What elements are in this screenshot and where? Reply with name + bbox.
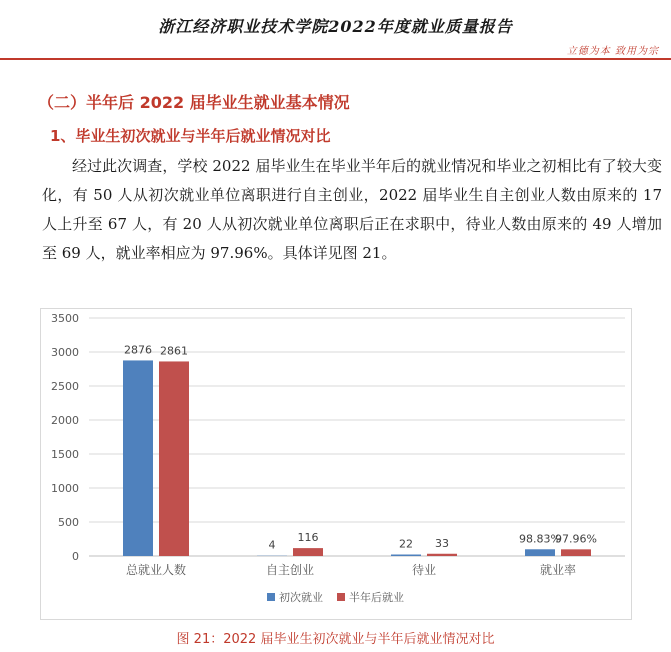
- chart-frame: [40, 308, 632, 620]
- header-divider: [0, 58, 671, 60]
- data-label: 33: [435, 536, 449, 550]
- legend-swatch: [337, 593, 345, 601]
- y-tick-label: 1500: [51, 448, 79, 461]
- data-label: 98.83%: [519, 532, 561, 546]
- bar-half-year: [159, 361, 189, 556]
- y-tick-label: 2000: [51, 414, 79, 427]
- y-tick-label: 1000: [51, 482, 79, 495]
- data-label: 4: [268, 538, 276, 552]
- report-motto: 立德为本 致用为宗: [566, 46, 659, 57]
- y-tick-label: 3500: [51, 312, 79, 325]
- y-tick-label: 2500: [51, 380, 79, 393]
- data-label: 2876: [124, 343, 152, 357]
- bar-initial: [123, 360, 153, 556]
- legend-label: 半年后就业: [349, 591, 404, 604]
- category-label: 就业率: [539, 563, 577, 577]
- subsection-heading: 1、毕业生初次就业与半年后就业情况对比: [50, 127, 331, 145]
- employment-comparison-chart: [41, 309, 631, 619]
- bar-initial: [525, 549, 555, 556]
- category-label: 自主创业: [265, 563, 315, 577]
- figure-caption: 图 21：2022 届毕业生初次就业与半年后就业情况对比: [176, 632, 495, 647]
- legend-label: 初次就业: [279, 591, 323, 604]
- bar-initial: [391, 555, 421, 556]
- y-tick-label: 3000: [51, 346, 79, 359]
- y-tick-label: 0: [72, 550, 79, 563]
- body-paragraph: 经过此次调查，学校 2022 届毕业生在毕业半年后的就业情况和毕业之初相比有了较大变化，有 50 人从初次就业单位离职进行自主创业，2022 届毕业生自主创业人数由原来的 17 人上升至 67 人，有 20 人从初次就业单位离职后正在求职中，待业人数由原来的 49 人增加至 69 人，就业率相应为 97.96%。具体详见图 21。: [42, 157, 662, 262]
- data-label: 97.96%: [555, 532, 597, 546]
- report-title: 浙江经济职业技术学院2022年度就业质量报告: [158, 17, 513, 36]
- bar-half-year: [561, 549, 591, 556]
- data-label: 116: [297, 531, 319, 545]
- bar-half-year: [427, 554, 457, 556]
- y-tick-label: 500: [58, 516, 79, 529]
- data-label: 22: [399, 537, 413, 551]
- bar-half-year: [293, 548, 323, 556]
- category-label: 待业: [411, 563, 437, 577]
- category-label: 总就业人数: [125, 563, 187, 577]
- legend-swatch: [267, 593, 275, 601]
- section-heading: （二）半年后 2022 届毕业生就业基本情况: [38, 93, 350, 112]
- data-label: 2861: [160, 344, 188, 358]
